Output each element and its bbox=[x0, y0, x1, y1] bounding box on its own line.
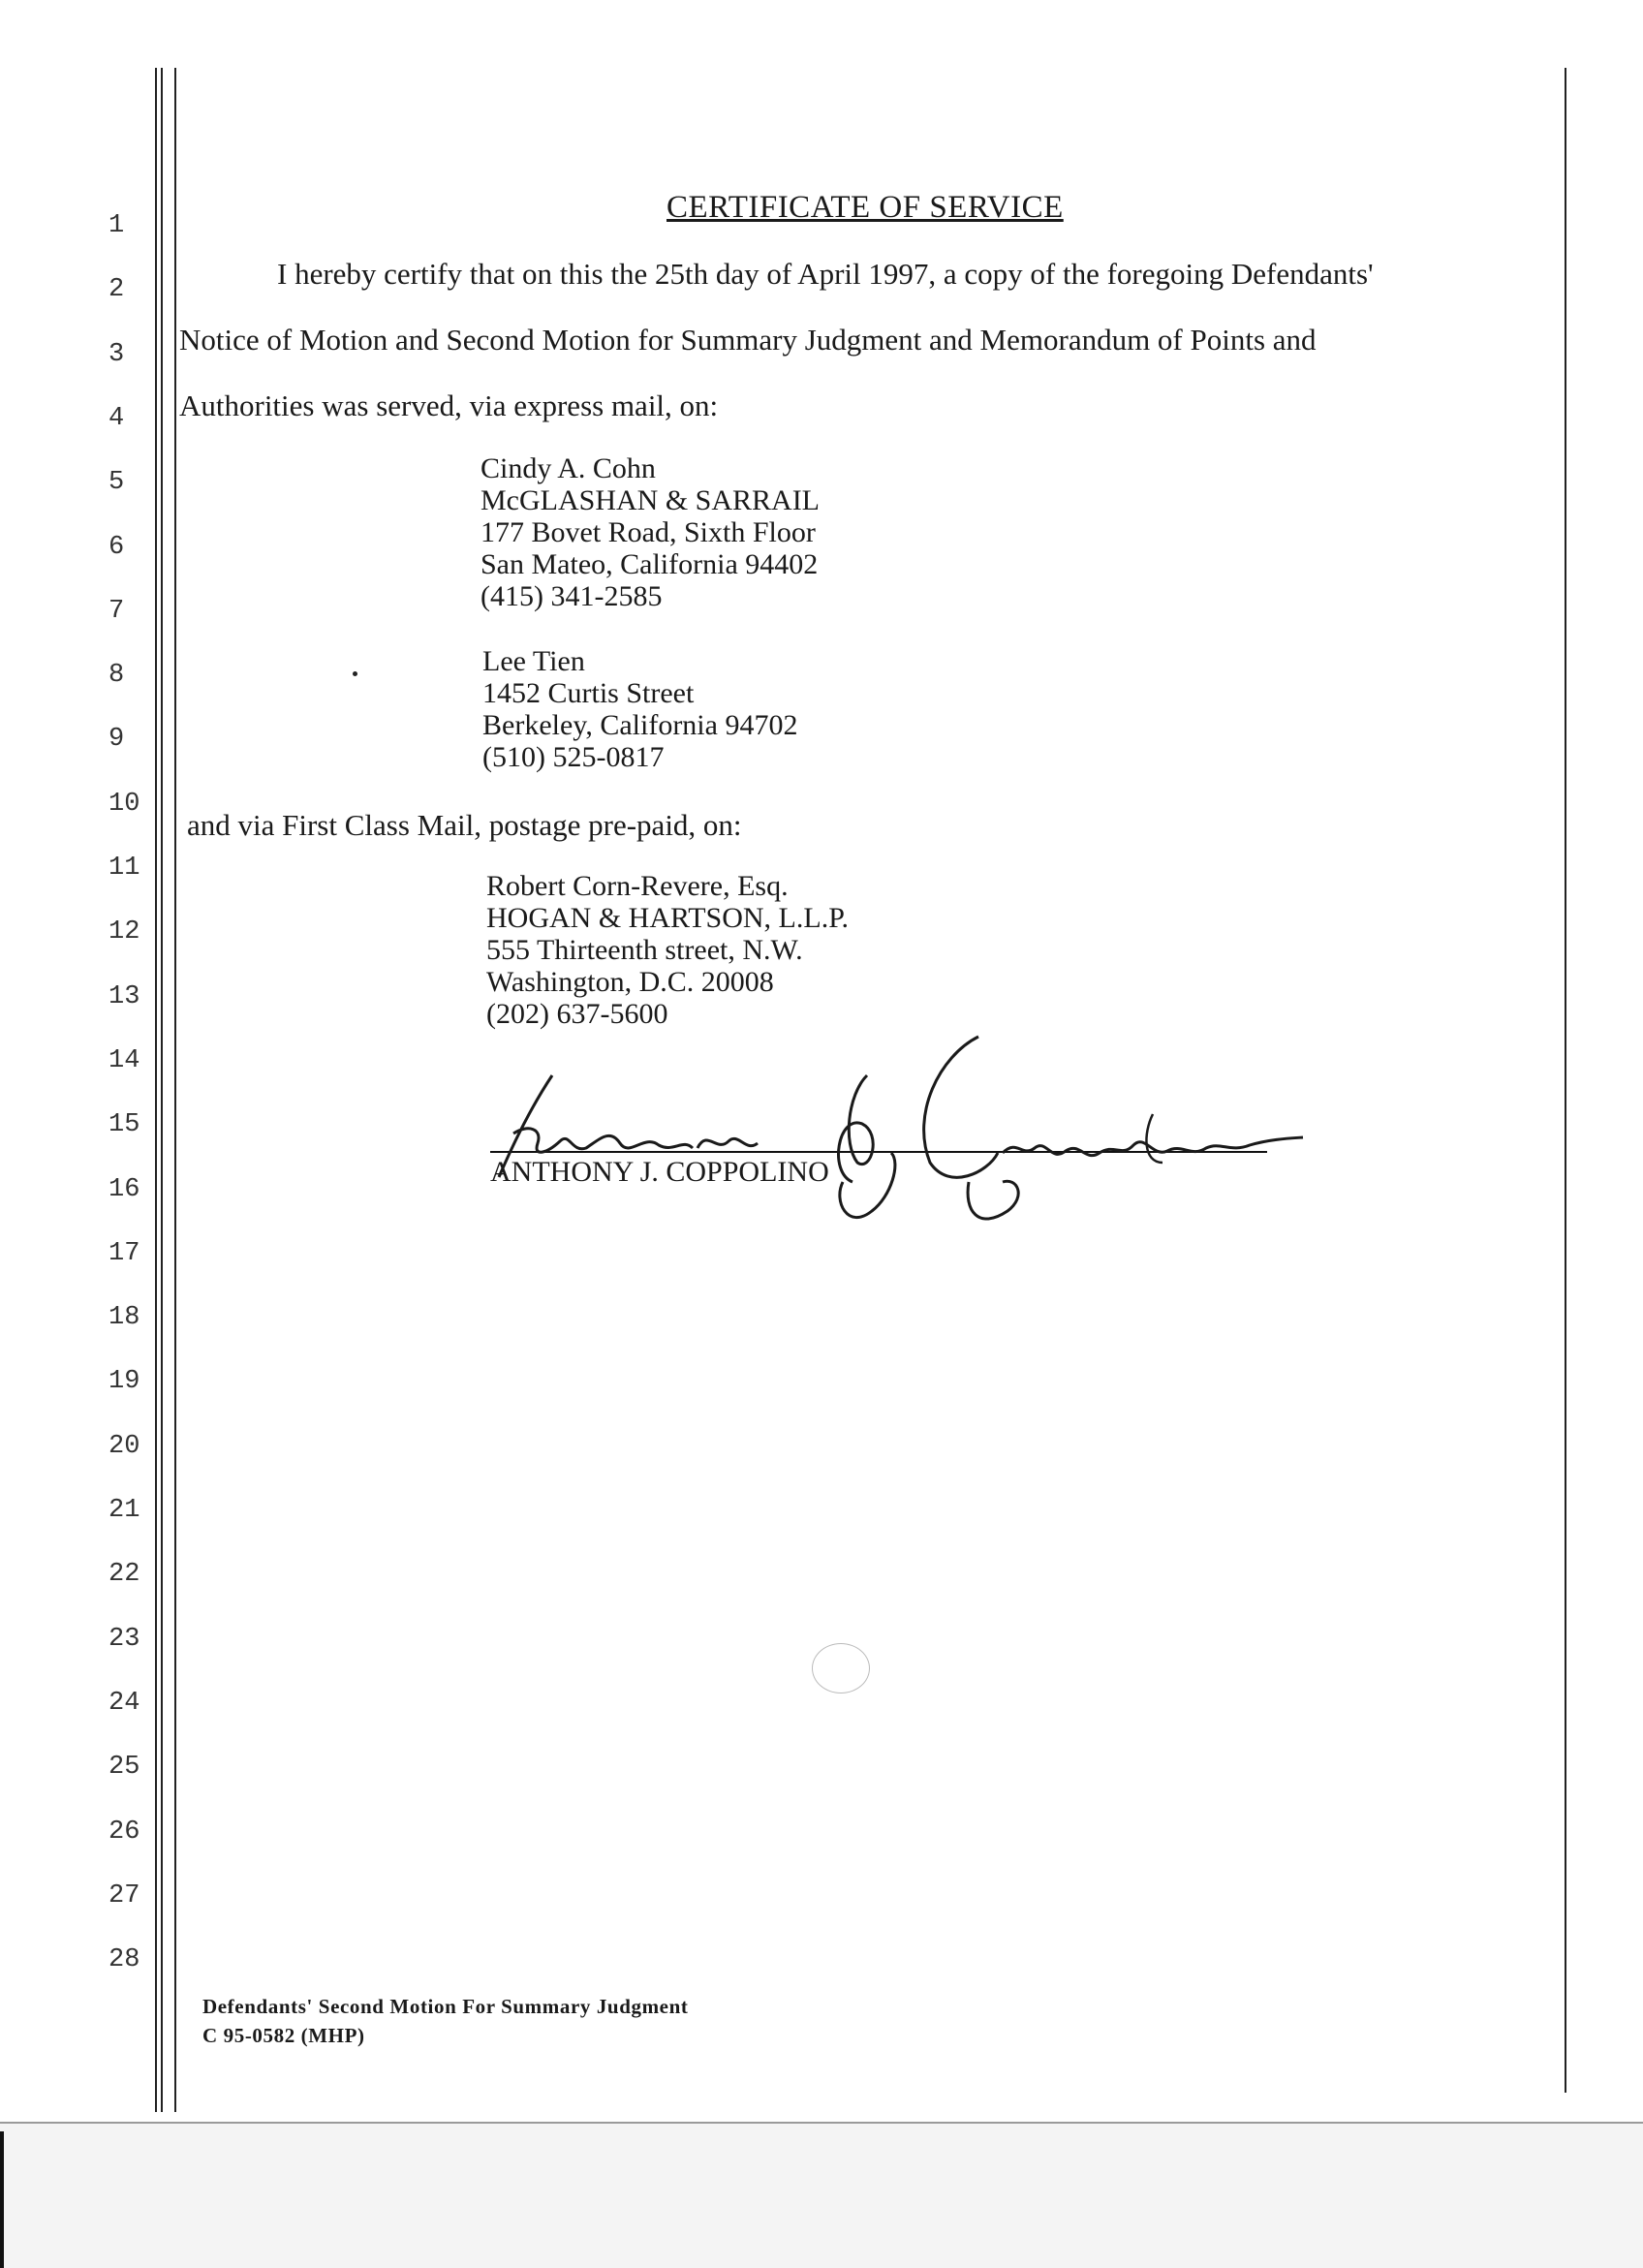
line-number: 11 bbox=[108, 854, 140, 883]
line-number: 15 bbox=[108, 1110, 140, 1140]
line-number: 20 bbox=[108, 1431, 140, 1461]
line-number: 19 bbox=[108, 1367, 140, 1397]
signatory-name: ANTHONY J. COPPOLINO bbox=[490, 1156, 829, 1188]
line-number: 2 bbox=[108, 275, 125, 305]
paragraph-line-2: Notice of Motion and Second Motion for Summary Judgment and Memorandum of Points and bbox=[179, 323, 1317, 357]
line-number: 26 bbox=[108, 1817, 140, 1847]
recipient-address-2 bbox=[482, 645, 797, 773]
line-number: 27 bbox=[108, 1880, 140, 1911]
address-line: (510) 525-0817 bbox=[482, 741, 665, 773]
first-class-intro: and via First Class Mail, postage pre-paid, on: bbox=[187, 808, 742, 842]
line-number: 24 bbox=[108, 1688, 140, 1718]
scan-bottom-edge bbox=[0, 2122, 1643, 2268]
left-margin-rule-inner bbox=[161, 68, 163, 2112]
line-number: 10 bbox=[108, 789, 140, 819]
address-line: (202) 637-5600 bbox=[486, 998, 668, 1030]
recipient-address-1 bbox=[480, 452, 820, 612]
line-number: 21 bbox=[108, 1496, 140, 1525]
recipient-address-3 bbox=[486, 870, 849, 1030]
line-number: 13 bbox=[108, 981, 140, 1011]
address-line: Lee Tien bbox=[482, 645, 585, 677]
address-line: Washington, D.C. 20008 bbox=[486, 966, 774, 998]
paragraph-line-3: Authorities was served, via express mail, on: bbox=[179, 388, 719, 422]
scan-mark-circle bbox=[812, 1643, 870, 1693]
line-number: 23 bbox=[108, 1624, 140, 1654]
line-number: 28 bbox=[108, 1945, 140, 1975]
address-line: HOGAN & HARTSON, L.L.P. bbox=[486, 902, 850, 934]
address-line: McGLASHAN & SARRAIL bbox=[480, 484, 821, 516]
left-margin-rule-text bbox=[174, 68, 176, 2112]
address-line: Berkeley, California 94702 bbox=[482, 709, 798, 741]
line-number: 5 bbox=[108, 468, 125, 498]
line-number: 8 bbox=[108, 661, 125, 691]
address-line: Robert Corn-Revere, Esq. bbox=[486, 870, 789, 902]
document-footer bbox=[202, 1992, 688, 2050]
scan-speck bbox=[353, 671, 357, 676]
scan-edge-mark bbox=[0, 2131, 4, 2268]
handwritten-signature bbox=[475, 1017, 1308, 1240]
address-line: 177 Bovet Road, Sixth Floor bbox=[480, 516, 816, 548]
line-number: 22 bbox=[108, 1560, 140, 1590]
address-line: San Mateo, California 94402 bbox=[480, 548, 819, 580]
right-margin-rule bbox=[1565, 68, 1566, 2093]
line-number: 6 bbox=[108, 532, 125, 562]
line-number: 3 bbox=[108, 339, 125, 369]
address-line: (415) 341-2585 bbox=[480, 580, 663, 612]
line-number: 7 bbox=[108, 596, 125, 626]
line-number: 16 bbox=[108, 1174, 140, 1204]
line-number: 9 bbox=[108, 725, 125, 755]
line-number: 17 bbox=[108, 1238, 140, 1268]
line-number: 1 bbox=[108, 211, 125, 240]
paragraph-line-1: I hereby certify that on this the 25th day of April 1997, a copy of the foregoing Defendants' bbox=[277, 257, 1374, 291]
address-line: 1452 Curtis Street bbox=[482, 677, 695, 709]
footer-line-2: C 95-0582 (MHP) bbox=[202, 2024, 365, 2047]
line-number: 18 bbox=[108, 1303, 140, 1333]
address-line: 555 Thirteenth street, N.W. bbox=[486, 934, 803, 966]
footer-line-1: Defendants' Second Motion For Summary Judgment bbox=[202, 1995, 689, 2018]
line-number: 14 bbox=[108, 1045, 140, 1075]
line-number: 25 bbox=[108, 1753, 140, 1783]
document-title: CERTIFICATE OF SERVICE bbox=[666, 190, 1064, 225]
line-number: 12 bbox=[108, 917, 140, 948]
line-number: 4 bbox=[108, 403, 125, 433]
left-margin-rule bbox=[155, 68, 157, 2112]
address-line: Cindy A. Cohn bbox=[480, 452, 656, 484]
